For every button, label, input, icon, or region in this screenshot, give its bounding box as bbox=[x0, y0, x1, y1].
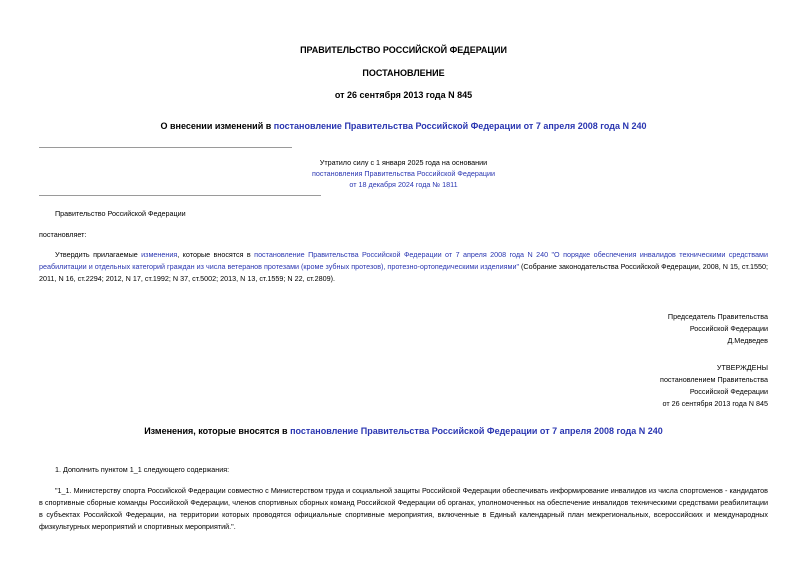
signature-org: Российской Федерации bbox=[689, 324, 768, 333]
expired-note-text: Утратило силу с 1 января 2025 года на основании bbox=[319, 158, 488, 167]
approved-org: Российской Федерации bbox=[689, 387, 768, 396]
divider-bottom bbox=[39, 195, 321, 196]
doc-title-link[interactable]: постановление Правительства Российской Федерации от 7 апреля 2008 года N 240 bbox=[273, 121, 647, 131]
main-text-1: Утвердить прилагаемые bbox=[55, 250, 142, 259]
doc-type-heading: ПОСТАНОВЛЕНИЕ bbox=[362, 68, 445, 78]
divider-top bbox=[39, 147, 292, 148]
main-paragraph bbox=[39, 249, 768, 285]
main-text-2: , которые вносятся в bbox=[177, 250, 255, 259]
approved-block bbox=[660, 362, 768, 410]
approved-date: от 26 сентября 2013 года N 845 bbox=[662, 399, 768, 408]
government-heading: ПРАВИТЕЛЬСТВО РОССИЙСКОЙ ФЕДЕРАЦИИ bbox=[300, 45, 507, 55]
changes-item-1-text: "1_1. Министерству спорта Российской Федерации совместно с Министерством труда и социальной защиты Российской Федерации обеспечивать информирование инвалидов из числа спортсменов - кандидатов в спортивные сборные команды Российской Федерации, членов спортивных сборных команд Российской Федерации об органах, уполномоченных на обеспечение инвалидов техническими средствами реабилитации в субъектах Российской Федерации, на территории которых проводятся официальные спортивные мероприятия, включенные в Единый календарный план межрегиональных, всероссийских и международных физкультурных мероприятий и спортивных мероприятий.". bbox=[39, 486, 768, 531]
expired-note-link-1[interactable]: постановления Правительства Российской Федерации bbox=[311, 169, 496, 178]
preamble: Правительство Российской Федерации bbox=[55, 209, 186, 218]
changes-title-link[interactable]: постановление Правительства Российской Федерации от 7 апреля 2008 года N 240 bbox=[290, 426, 663, 436]
approved-by: постановлением Правительства bbox=[660, 375, 768, 384]
changes-title bbox=[0, 426, 807, 437]
changes-title-prefix: Изменения, которые вносятся в bbox=[144, 426, 291, 436]
signature-position: Председатель Правительства bbox=[667, 312, 768, 321]
doc-date-number: от 26 сентября 2013 года N 845 bbox=[334, 90, 473, 100]
doc-title bbox=[0, 121, 807, 132]
main-text-3: (Собрание законодательства Российской Федерации, 2008, N 15, ст.1550; 2011, N 16, ст.2294; 2012, N 17, ст.1992; N 37, ст.5002; 2013, N 13, ст.1559; N 22, ст.2809). bbox=[39, 262, 769, 283]
decrees: постановляет: bbox=[39, 230, 87, 239]
signature-name: Д.Медведев bbox=[727, 336, 768, 345]
expired-note bbox=[0, 157, 807, 190]
expired-note-link-2[interactable]: от 18 декабря 2024 года № 1811 bbox=[349, 180, 458, 189]
approved-label: УТВЕРЖДЕНЫ bbox=[716, 363, 768, 372]
changes-link[interactable]: изменения bbox=[141, 250, 178, 259]
decree-240-link[interactable]: постановление Правительства Российской Федерации от 7 апреля 2008 года N 240 "О порядке обеспечения инвалидов техническими средствами реабилитации и отдельных категорий граждан из числа ветеранов протезами (кроме зубных протезов), протезно-ортопедическими изделиями" bbox=[39, 250, 768, 271]
doc-title-prefix: О внесении изменений в bbox=[160, 121, 274, 131]
signature-block bbox=[668, 311, 768, 347]
changes-item-1: 1. Дополнить пунктом 1_1 следующего содержания: bbox=[55, 465, 230, 474]
